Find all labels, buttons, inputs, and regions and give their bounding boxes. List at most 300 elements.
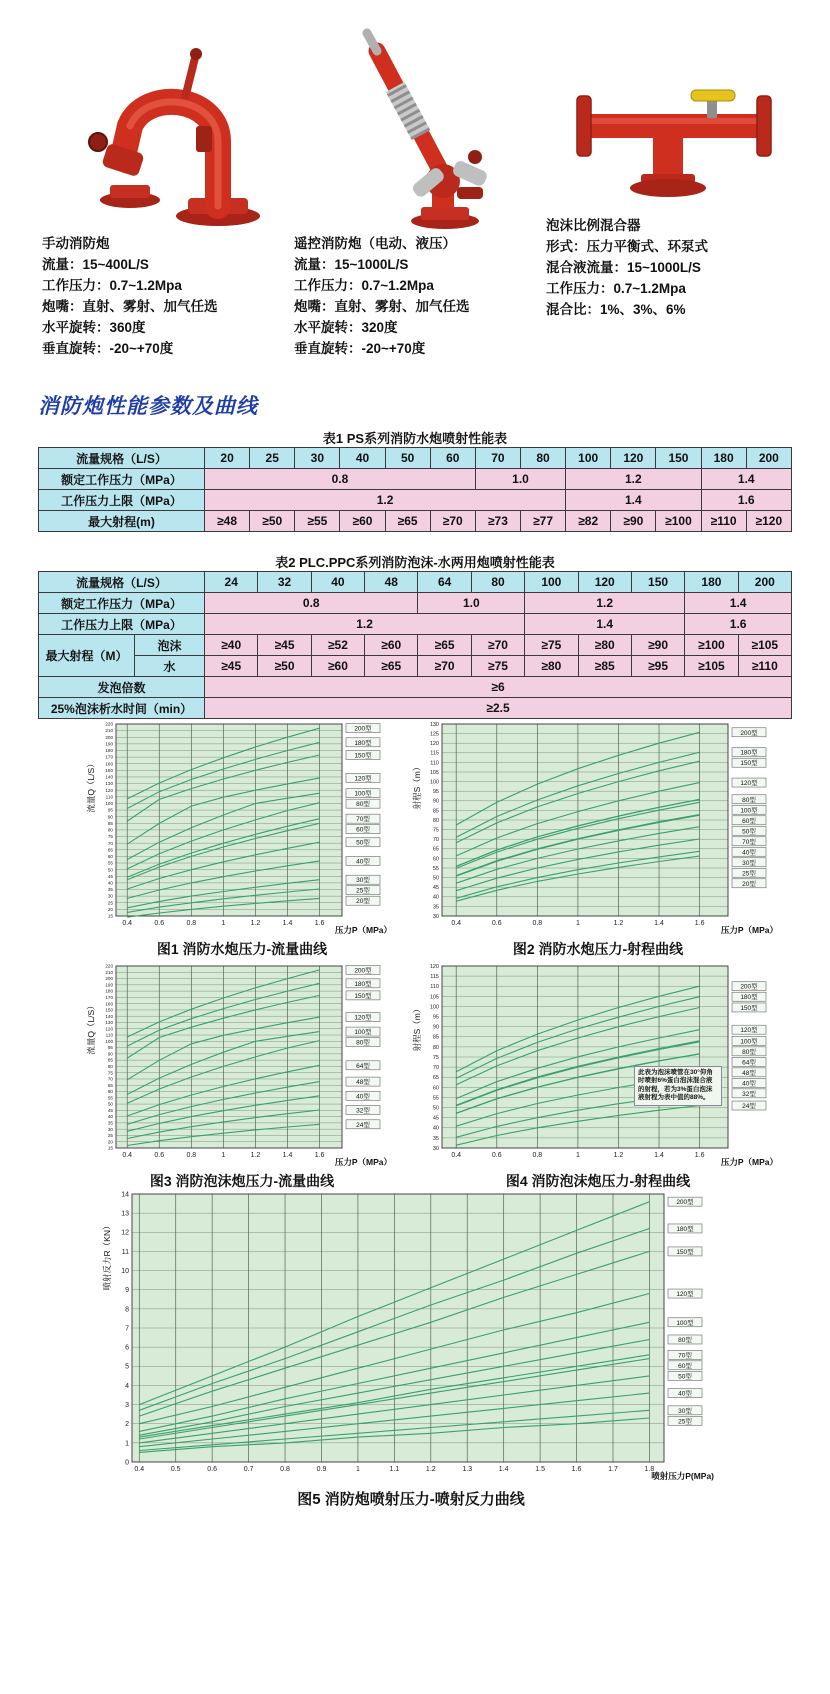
chart5-plot bbox=[102, 1186, 720, 1484]
svg-text:15: 15 bbox=[107, 1145, 113, 1151]
product-spec: 流量：15~1000L/S bbox=[294, 256, 409, 272]
cell: ≥50 bbox=[258, 656, 311, 677]
cell: 64 bbox=[418, 572, 471, 593]
row-sublabel-foam: 泡沫 bbox=[135, 635, 205, 656]
svg-text:75: 75 bbox=[432, 1054, 439, 1061]
svg-text:70型: 70型 bbox=[742, 838, 756, 846]
svg-text:9: 9 bbox=[125, 1287, 129, 1295]
svg-text:150型: 150型 bbox=[740, 760, 758, 768]
svg-text:50: 50 bbox=[107, 1101, 113, 1107]
svg-text:射程S（m）: 射程S（m） bbox=[412, 1004, 422, 1052]
svg-text:90: 90 bbox=[432, 1024, 439, 1031]
svg-text:35: 35 bbox=[107, 887, 113, 893]
chart4-plot bbox=[412, 958, 784, 1170]
svg-text:105: 105 bbox=[429, 994, 439, 1001]
table-row bbox=[39, 677, 792, 698]
svg-text:1.2: 1.2 bbox=[613, 920, 624, 927]
table-row bbox=[39, 656, 792, 677]
table-row bbox=[39, 511, 792, 532]
svg-text:55: 55 bbox=[107, 1095, 113, 1101]
product-name: 手动消防炮 bbox=[42, 236, 110, 251]
svg-text:130: 130 bbox=[429, 721, 439, 728]
svg-text:1: 1 bbox=[355, 1466, 360, 1473]
cell: 48 bbox=[365, 572, 418, 593]
svg-text:0.4: 0.4 bbox=[451, 920, 462, 927]
svg-text:30: 30 bbox=[432, 913, 439, 920]
cell: 200 bbox=[738, 572, 791, 593]
svg-text:13: 13 bbox=[121, 1210, 129, 1218]
cell: ≥90 bbox=[611, 511, 656, 532]
svg-text:50型: 50型 bbox=[356, 839, 370, 847]
cell: ≥80 bbox=[525, 656, 578, 677]
cell: ≥65 bbox=[418, 635, 471, 656]
product-remote-monitor bbox=[294, 22, 546, 360]
svg-text:15: 15 bbox=[107, 913, 113, 919]
svg-text:100型: 100型 bbox=[676, 1319, 694, 1327]
svg-text:160: 160 bbox=[105, 1001, 113, 1007]
svg-text:220: 220 bbox=[105, 963, 113, 969]
cell: ≥105 bbox=[685, 656, 738, 677]
svg-text:65: 65 bbox=[432, 846, 439, 853]
svg-text:1.1: 1.1 bbox=[389, 1466, 400, 1473]
cell: 100 bbox=[525, 572, 578, 593]
table1 bbox=[38, 447, 792, 532]
svg-text:25: 25 bbox=[107, 900, 113, 906]
svg-text:200型: 200型 bbox=[740, 729, 758, 737]
svg-text:115: 115 bbox=[430, 750, 439, 757]
svg-text:压力P（MPa）: 压力P（MPa） bbox=[334, 1157, 392, 1167]
svg-text:1.2: 1.2 bbox=[250, 920, 261, 927]
svg-text:7: 7 bbox=[125, 1325, 129, 1333]
svg-text:55: 55 bbox=[107, 860, 113, 866]
table-row bbox=[39, 614, 792, 635]
svg-text:85: 85 bbox=[107, 820, 113, 826]
svg-text:1.2: 1.2 bbox=[613, 1152, 624, 1159]
product-row bbox=[42, 22, 798, 360]
svg-text:30型: 30型 bbox=[356, 877, 370, 885]
svg-text:60型: 60型 bbox=[742, 817, 756, 825]
svg-text:100: 100 bbox=[429, 779, 439, 786]
svg-text:10: 10 bbox=[121, 1268, 129, 1276]
cell: ≥70 bbox=[430, 511, 475, 532]
svg-text:1: 1 bbox=[125, 1440, 129, 1448]
cell: 100 bbox=[566, 448, 611, 469]
svg-text:64型: 64型 bbox=[742, 1059, 756, 1067]
svg-text:45: 45 bbox=[432, 1115, 439, 1122]
cell: ≥60 bbox=[365, 635, 418, 656]
svg-text:1: 1 bbox=[221, 920, 226, 927]
svg-text:35: 35 bbox=[107, 1120, 113, 1126]
svg-text:70: 70 bbox=[107, 840, 113, 846]
svg-text:30: 30 bbox=[107, 893, 113, 899]
svg-text:20: 20 bbox=[107, 1139, 113, 1145]
svg-text:25: 25 bbox=[107, 1133, 113, 1139]
table-row bbox=[39, 635, 792, 656]
svg-text:120: 120 bbox=[105, 1026, 113, 1032]
svg-text:1.4: 1.4 bbox=[498, 1466, 509, 1473]
cell: ≥80 bbox=[578, 635, 631, 656]
svg-text:80型: 80型 bbox=[356, 1039, 370, 1047]
svg-text:130: 130 bbox=[105, 1020, 113, 1026]
cell: 20 bbox=[205, 448, 250, 469]
svg-text:70: 70 bbox=[107, 1076, 113, 1082]
cell: 1.2 bbox=[205, 614, 525, 635]
svg-text:0: 0 bbox=[125, 1459, 129, 1467]
svg-text:40: 40 bbox=[107, 880, 113, 886]
svg-text:60型: 60型 bbox=[356, 826, 370, 834]
cell: ≥73 bbox=[475, 511, 520, 532]
svg-text:80: 80 bbox=[432, 817, 439, 824]
svg-text:85: 85 bbox=[432, 808, 439, 815]
svg-text:100: 100 bbox=[429, 1004, 439, 1011]
svg-text:1.4: 1.4 bbox=[654, 1152, 664, 1159]
svg-text:0.4: 0.4 bbox=[134, 1466, 145, 1473]
svg-text:0.9: 0.9 bbox=[316, 1466, 327, 1473]
svg-text:180: 180 bbox=[105, 748, 113, 754]
cell: ≥110 bbox=[738, 656, 791, 677]
svg-text:30: 30 bbox=[432, 1145, 439, 1152]
svg-text:1.6: 1.6 bbox=[314, 920, 325, 927]
svg-text:140: 140 bbox=[105, 774, 113, 780]
svg-text:200型: 200型 bbox=[354, 967, 372, 975]
svg-text:105: 105 bbox=[429, 769, 439, 776]
svg-text:110: 110 bbox=[105, 794, 113, 800]
cell: 80 bbox=[520, 448, 565, 469]
chart4-note: 此表为泡沫喷管在30°仰角时喷射6%蛋白泡沫混合液的射程，若为3%蛋白泡沫液射程为表中值的88%。 bbox=[634, 1066, 722, 1106]
cell: ≥90 bbox=[631, 635, 684, 656]
svg-text:0.5: 0.5 bbox=[170, 1466, 181, 1473]
table2-title: 表2 PLC.PPC系列消防泡沫-水两用炮喷射性能表 bbox=[275, 555, 555, 570]
product-spec: 炮嘴：直射、雾射、加气任选 bbox=[42, 298, 218, 314]
svg-text:60: 60 bbox=[107, 1089, 113, 1095]
svg-text:100型: 100型 bbox=[354, 1029, 372, 1037]
table1-title: 表1 PS系列消防水炮喷射性能表 bbox=[322, 431, 508, 446]
svg-text:55: 55 bbox=[432, 1095, 439, 1102]
cell: ≥2.5 bbox=[205, 698, 792, 719]
chart-figure-3 bbox=[86, 958, 398, 1191]
product-spec: 水平旋转：360度 bbox=[42, 319, 146, 335]
cell: ≥105 bbox=[738, 635, 791, 656]
cell: ≥45 bbox=[258, 635, 311, 656]
product-spec: 工作压力：0.7~1.2Mpa bbox=[42, 277, 182, 293]
product-manual-monitor bbox=[42, 22, 294, 360]
svg-text:0.8: 0.8 bbox=[280, 1466, 290, 1473]
svg-text:200: 200 bbox=[105, 734, 113, 740]
chart5-caption: 图5 消防炮喷射压力-喷射反力曲线 bbox=[297, 1491, 525, 1508]
svg-text:180型: 180型 bbox=[740, 994, 758, 1002]
table-row bbox=[39, 593, 792, 614]
svg-text:75: 75 bbox=[107, 834, 113, 840]
table-row bbox=[39, 469, 792, 490]
svg-text:90: 90 bbox=[107, 1051, 113, 1057]
svg-text:70: 70 bbox=[432, 837, 439, 844]
table-row bbox=[39, 448, 792, 469]
svg-text:48型: 48型 bbox=[742, 1069, 756, 1077]
svg-text:40: 40 bbox=[432, 894, 439, 901]
svg-text:14: 14 bbox=[121, 1191, 129, 1199]
svg-text:8: 8 bbox=[125, 1306, 129, 1314]
svg-text:0.6: 0.6 bbox=[207, 1466, 218, 1473]
cell: 40 bbox=[340, 448, 385, 469]
svg-text:110: 110 bbox=[105, 1032, 113, 1038]
svg-text:95: 95 bbox=[432, 1014, 439, 1021]
cell: 60 bbox=[430, 448, 475, 469]
cell: 180 bbox=[685, 572, 738, 593]
cell: 30 bbox=[295, 448, 340, 469]
svg-text:喷射压力P(MPa): 喷射压力P(MPa) bbox=[651, 1471, 714, 1481]
row-label: 工作压力上限（MPa） bbox=[39, 490, 205, 511]
chart1-caption: 图1 消防水炮压力-流量曲线 bbox=[156, 941, 328, 957]
chart-figure-4 bbox=[412, 958, 784, 1191]
svg-text:3: 3 bbox=[125, 1402, 129, 1410]
cell: ≥65 bbox=[385, 511, 430, 532]
cell: ≥77 bbox=[520, 511, 565, 532]
svg-text:110: 110 bbox=[430, 760, 439, 767]
cell: ≥52 bbox=[311, 635, 364, 656]
svg-text:喷射反力R（KN）: 喷射反力R（KN） bbox=[102, 1221, 112, 1291]
svg-text:24型: 24型 bbox=[742, 1103, 756, 1111]
svg-text:压力P（MPa）: 压力P（MPa） bbox=[720, 925, 778, 935]
row-label: 工作压力上限（MPa） bbox=[39, 614, 205, 635]
cell: 1.6 bbox=[685, 614, 792, 635]
svg-text:0.4: 0.4 bbox=[122, 1152, 133, 1159]
svg-text:120型: 120型 bbox=[354, 775, 372, 783]
foam-proportioner-image bbox=[546, 22, 798, 212]
product-spec: 水平旋转：320度 bbox=[294, 319, 398, 335]
svg-text:1.8: 1.8 bbox=[644, 1466, 655, 1473]
svg-text:100型: 100型 bbox=[354, 790, 372, 798]
manual-monitor-image bbox=[42, 22, 294, 230]
svg-text:50: 50 bbox=[107, 867, 113, 873]
svg-text:11: 11 bbox=[121, 1248, 129, 1256]
svg-text:40型: 40型 bbox=[742, 849, 756, 857]
cell: ≥110 bbox=[701, 511, 746, 532]
svg-text:80: 80 bbox=[107, 1064, 113, 1070]
svg-text:40型: 40型 bbox=[678, 1390, 692, 1398]
svg-text:100型: 100型 bbox=[740, 807, 758, 815]
svg-text:1.7: 1.7 bbox=[608, 1466, 618, 1473]
svg-text:150型: 150型 bbox=[354, 992, 372, 1000]
svg-text:12: 12 bbox=[121, 1229, 129, 1237]
svg-text:40: 40 bbox=[432, 1125, 439, 1132]
cell: 1.6 bbox=[701, 490, 791, 511]
svg-text:压力P（MPa）: 压力P（MPa） bbox=[720, 1157, 778, 1167]
svg-text:60: 60 bbox=[432, 856, 439, 863]
product-spec: 垂直旋转：-20~+70度 bbox=[294, 340, 426, 356]
svg-text:35: 35 bbox=[432, 904, 439, 911]
product-spec: 炮嘴：直射、雾射、加气任选 bbox=[294, 298, 470, 314]
cell: 1.4 bbox=[566, 490, 701, 511]
svg-text:190: 190 bbox=[105, 741, 113, 747]
svg-text:25型: 25型 bbox=[742, 870, 756, 878]
cell: 70 bbox=[475, 448, 520, 469]
cell: ≥100 bbox=[656, 511, 701, 532]
svg-text:80: 80 bbox=[107, 827, 113, 833]
svg-text:0.6: 0.6 bbox=[154, 920, 165, 927]
svg-text:30型: 30型 bbox=[742, 859, 756, 867]
svg-text:20: 20 bbox=[107, 906, 113, 912]
svg-text:210: 210 bbox=[105, 969, 113, 975]
table-row bbox=[39, 572, 792, 593]
svg-text:150: 150 bbox=[105, 1007, 113, 1013]
svg-text:120型: 120型 bbox=[740, 1027, 758, 1035]
svg-text:85: 85 bbox=[432, 1034, 439, 1041]
svg-text:4: 4 bbox=[125, 1382, 129, 1390]
svg-text:35: 35 bbox=[432, 1135, 439, 1142]
svg-text:50: 50 bbox=[432, 1105, 439, 1112]
svg-text:6: 6 bbox=[125, 1344, 129, 1352]
svg-text:115: 115 bbox=[430, 974, 439, 981]
svg-text:0.6: 0.6 bbox=[491, 920, 502, 927]
cell: ≥50 bbox=[250, 511, 295, 532]
cell: ≥60 bbox=[340, 511, 385, 532]
svg-text:180型: 180型 bbox=[740, 749, 758, 757]
svg-text:70型: 70型 bbox=[678, 1352, 692, 1360]
svg-text:1.6: 1.6 bbox=[571, 1466, 582, 1473]
svg-text:190: 190 bbox=[105, 982, 113, 988]
product-spec: 工作压力：0.7~1.2Mpa bbox=[546, 280, 686, 296]
cell: ≥75 bbox=[471, 656, 524, 677]
svg-text:48型: 48型 bbox=[356, 1079, 370, 1087]
svg-text:0.4: 0.4 bbox=[451, 1152, 462, 1159]
svg-text:20型: 20型 bbox=[742, 880, 756, 888]
table-row bbox=[39, 490, 792, 511]
svg-text:0.7: 0.7 bbox=[243, 1466, 254, 1473]
svg-text:1.6: 1.6 bbox=[694, 920, 705, 927]
svg-text:75: 75 bbox=[107, 1070, 113, 1076]
cell: ≥95 bbox=[631, 656, 684, 677]
svg-text:70型: 70型 bbox=[356, 816, 370, 824]
svg-text:0.8: 0.8 bbox=[186, 920, 197, 927]
cell: 25 bbox=[250, 448, 295, 469]
cell: 1.0 bbox=[418, 593, 525, 614]
cell: 1.2 bbox=[525, 593, 685, 614]
cell: ≥60 bbox=[311, 656, 364, 677]
svg-text:40: 40 bbox=[107, 1114, 113, 1120]
row-label: 额定工作压力（MPa） bbox=[39, 593, 205, 614]
cell: 50 bbox=[385, 448, 430, 469]
product-spec: 工作压力：0.7~1.2Mpa bbox=[294, 277, 434, 293]
product-foam-proportioner bbox=[546, 22, 798, 360]
svg-text:60: 60 bbox=[432, 1085, 439, 1092]
svg-text:0.8: 0.8 bbox=[532, 920, 543, 927]
row-label: 25%泡沫析水时间（min） bbox=[39, 698, 205, 719]
row-label: 最大射程（M） bbox=[39, 635, 135, 677]
cell: 1.4 bbox=[525, 614, 685, 635]
svg-text:100: 100 bbox=[105, 801, 113, 807]
svg-text:30型: 30型 bbox=[678, 1407, 692, 1415]
cell: ≥40 bbox=[205, 635, 258, 656]
cell: 40 bbox=[311, 572, 364, 593]
svg-text:1.3: 1.3 bbox=[462, 1466, 473, 1473]
svg-text:80型: 80型 bbox=[356, 801, 370, 809]
cell: ≥6 bbox=[205, 677, 792, 698]
svg-text:32型: 32型 bbox=[742, 1090, 756, 1098]
svg-text:1.6: 1.6 bbox=[314, 1152, 325, 1159]
svg-text:45: 45 bbox=[432, 885, 439, 892]
row-label: 流量规格（L/S） bbox=[39, 448, 205, 469]
svg-text:80: 80 bbox=[432, 1044, 439, 1051]
row-label: 最大射程(m) bbox=[39, 511, 205, 532]
svg-text:压力P（MPa）: 压力P（MPa） bbox=[334, 925, 392, 935]
chart-figure-1 bbox=[86, 716, 398, 959]
chart-figure-2 bbox=[412, 716, 784, 959]
cell: 0.8 bbox=[205, 469, 476, 490]
cell: ≥65 bbox=[365, 656, 418, 677]
cell: 0.8 bbox=[205, 593, 418, 614]
svg-text:1: 1 bbox=[575, 1152, 580, 1159]
svg-text:95: 95 bbox=[432, 789, 439, 796]
svg-text:120型: 120型 bbox=[740, 780, 758, 788]
svg-text:40型: 40型 bbox=[356, 858, 370, 866]
svg-text:150型: 150型 bbox=[740, 1004, 758, 1012]
cell: 150 bbox=[631, 572, 684, 593]
svg-text:24型: 24型 bbox=[356, 1121, 370, 1129]
svg-text:0.8: 0.8 bbox=[532, 1152, 543, 1159]
product-spec: 流量：15~400L/S bbox=[42, 256, 149, 272]
cell: 1.2 bbox=[205, 490, 566, 511]
svg-text:流量Q（L/S）: 流量Q（L/S） bbox=[86, 1001, 96, 1055]
svg-text:流量Q（L/S）: 流量Q（L/S） bbox=[86, 759, 96, 813]
cell: 32 bbox=[258, 572, 311, 593]
cell: ≥45 bbox=[205, 656, 258, 677]
cell: ≥55 bbox=[295, 511, 340, 532]
svg-text:130: 130 bbox=[105, 781, 113, 787]
svg-text:100: 100 bbox=[105, 1038, 113, 1044]
svg-text:20型: 20型 bbox=[356, 898, 370, 906]
svg-text:180: 180 bbox=[105, 988, 113, 994]
svg-text:95: 95 bbox=[107, 1045, 113, 1051]
svg-text:80型: 80型 bbox=[742, 796, 756, 804]
cell: ≥75 bbox=[525, 635, 578, 656]
svg-text:90: 90 bbox=[107, 814, 113, 820]
cell: ≥85 bbox=[578, 656, 631, 677]
svg-text:150型: 150型 bbox=[676, 1248, 694, 1256]
svg-text:30: 30 bbox=[107, 1126, 113, 1132]
page-title: 消防炮性能参数及曲线 bbox=[38, 395, 258, 418]
cell: 80 bbox=[471, 572, 524, 593]
svg-text:80型: 80型 bbox=[678, 1336, 692, 1344]
svg-text:50型: 50型 bbox=[678, 1373, 692, 1381]
svg-text:140: 140 bbox=[105, 1013, 113, 1019]
svg-text:25型: 25型 bbox=[356, 887, 370, 895]
row-sublabel-water: 水 bbox=[135, 656, 205, 677]
row-label: 发泡倍数 bbox=[39, 677, 205, 698]
svg-text:5: 5 bbox=[125, 1363, 129, 1371]
svg-text:90: 90 bbox=[432, 798, 439, 805]
cell: 1.4 bbox=[701, 469, 791, 490]
svg-text:120型: 120型 bbox=[354, 1014, 372, 1022]
svg-text:0.6: 0.6 bbox=[491, 1152, 502, 1159]
svg-text:200: 200 bbox=[105, 976, 113, 982]
svg-text:120: 120 bbox=[105, 787, 113, 793]
svg-text:200型: 200型 bbox=[676, 1199, 694, 1207]
cell: 1.2 bbox=[566, 469, 701, 490]
cell: 1.0 bbox=[475, 469, 565, 490]
svg-text:80型: 80型 bbox=[742, 1048, 756, 1056]
cell: 180 bbox=[701, 448, 746, 469]
cell: ≥70 bbox=[471, 635, 524, 656]
svg-text:50: 50 bbox=[432, 875, 439, 882]
svg-text:65: 65 bbox=[432, 1075, 439, 1082]
product-spec: 垂直旋转：-20~+70度 bbox=[42, 340, 174, 356]
svg-text:110: 110 bbox=[430, 984, 439, 991]
cell: ≥82 bbox=[566, 511, 611, 532]
svg-text:0.4: 0.4 bbox=[122, 920, 133, 927]
product-name: 泡沫比例混合器 bbox=[546, 218, 641, 233]
row-label: 额定工作压力（MPa） bbox=[39, 469, 205, 490]
cell: 120 bbox=[578, 572, 631, 593]
